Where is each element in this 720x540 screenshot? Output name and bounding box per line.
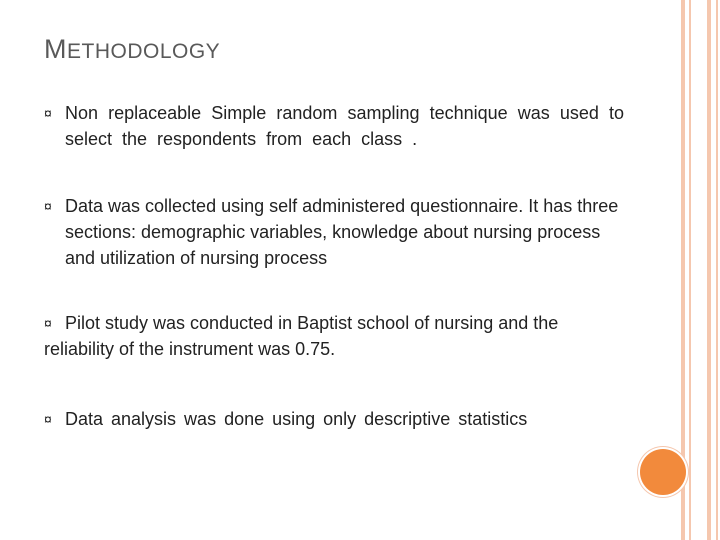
bullet-item <box>44 406 644 432</box>
slide-title <box>44 34 220 65</box>
bullet-text: Data was collected using self administered questionnaire. It has three sections: demographic variables, knowledge about nursing process and utilization of nursing process <box>65 196 619 268</box>
bullet-icon: ¤ <box>44 411 52 427</box>
bullet-icon: ¤ <box>44 198 52 214</box>
decorative-border-line <box>716 0 718 540</box>
decorative-circle <box>640 449 686 495</box>
bullet-item <box>44 100 624 152</box>
bullet-item <box>44 193 624 271</box>
bullet-text: Pilot study was conducted in Baptist school of nursing and the reliability of the instrument was 0.75. <box>44 313 559 359</box>
decorative-border-line <box>707 0 711 540</box>
bullet-icon: ¤ <box>44 105 52 121</box>
title-initial: M <box>44 34 67 64</box>
title-rest: ETHODOLOGY <box>67 40 221 63</box>
bullet-text: Non replaceable Simple random sampling technique was used to select the respondents from each class . <box>65 103 624 149</box>
bullet-item <box>44 310 624 362</box>
decorative-border-line <box>689 0 691 540</box>
bullet-icon: ¤ <box>44 315 52 331</box>
bullet-text: Data analysis was done using only descriptive statistics <box>65 409 528 429</box>
